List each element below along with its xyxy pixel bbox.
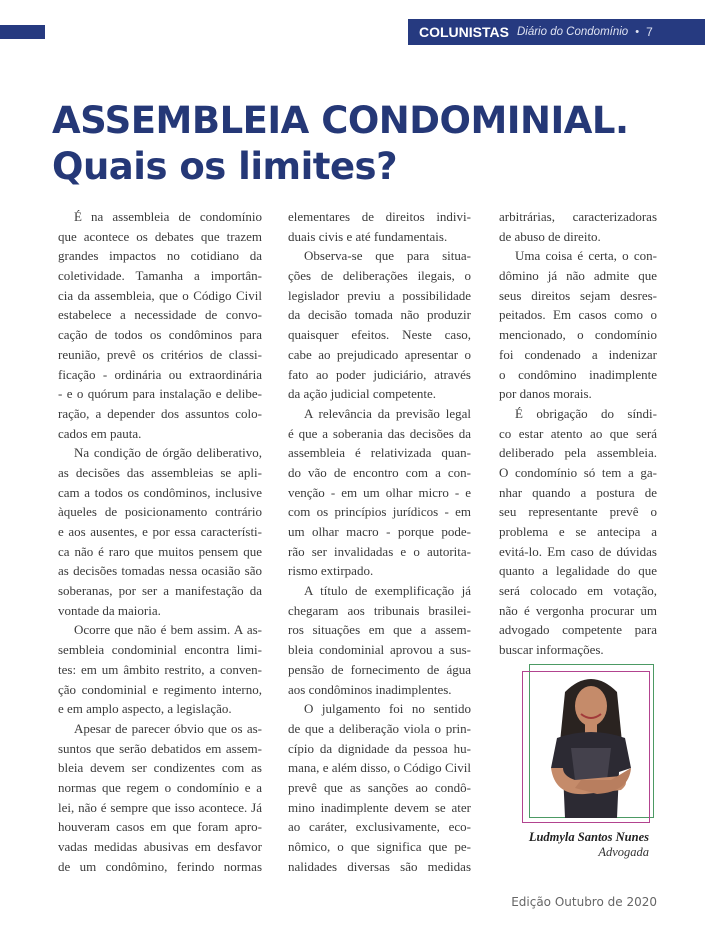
title-line-2: Quais os limites?	[52, 145, 398, 188]
text-line: buscar informações.	[499, 642, 604, 658]
article-column-1	[58, 207, 262, 876]
text-line: seu representante prevê o	[499, 504, 657, 520]
text-line: foi condenado a indenizar	[499, 346, 657, 362]
text-line: ção condominial e regimento interno,	[58, 681, 262, 697]
text-line: por danos morais.	[499, 386, 592, 402]
text-line: O condomínio só tem a ga-	[499, 464, 657, 480]
text-line: rismo extirpado.	[288, 563, 374, 579]
text-line: - e o quórum para instalação e delibe-	[58, 386, 262, 402]
text-line: cípio da dignidade da pessoa hu-	[288, 740, 471, 756]
text-line: mino inadimplente devem se ater	[288, 799, 471, 815]
author-photo	[535, 672, 647, 818]
paragraph	[288, 699, 471, 876]
separator: •	[635, 26, 640, 38]
text-line: A título de exemplificação já	[304, 583, 471, 599]
text-line: as decisões tomadas nessa ocasião são	[58, 563, 262, 579]
text-line: evitá-lo. Em caso de dúvidas	[499, 543, 657, 559]
text-line: quaisquer efeitos. Neste caso,	[288, 327, 471, 343]
text-line: A relevância da previsão legal	[304, 405, 471, 421]
text-line: Observa-se que para situa-	[304, 248, 471, 264]
article-title	[52, 98, 629, 190]
text-line: rão ser invalidadas e o autorita-	[288, 543, 471, 559]
text-line: ros situações em que a assem-	[288, 622, 471, 638]
text-line: legislador previu a possibilidade	[288, 287, 471, 303]
text-line: bleia condominial aprovou a sus-	[288, 642, 471, 658]
text-line: nalidades diversas são medidas	[288, 858, 471, 874]
text-line: estabelece a necessidade de convo-	[58, 307, 262, 323]
text-line: peitados. Em casos como o	[499, 307, 657, 323]
text-line: sembleia condominial encontra limi-	[58, 642, 262, 658]
publication-name: Diário do Condomínio	[516, 26, 629, 38]
text-line: lei, não é sempre que isso acontece. Já	[58, 799, 262, 815]
title-line-1: ASSEMBLEIA CONDOMINIAL.	[52, 99, 629, 142]
text-line: houveram casos em que foram apro-	[58, 819, 262, 835]
text-line: cados em pauta.	[58, 425, 142, 441]
paragraph	[58, 620, 262, 718]
text-line: de um condômino, ferindo normas	[58, 858, 262, 874]
text-line: é que a soberania das decisões da	[288, 425, 471, 441]
text-line: suntos que serão debatidos em assem-	[58, 740, 262, 756]
text-line: É na assembleia de condomínio	[74, 209, 262, 224]
text-line: advogado competente para	[499, 622, 657, 638]
section-header	[408, 19, 705, 45]
text-line: reunião, prevê os critérios de classi-	[58, 346, 262, 362]
paragraph	[499, 246, 657, 404]
text-line: da decisão tomada não produzir	[288, 307, 471, 323]
text-line: chegaram aos tribunais brasilei-	[288, 602, 471, 618]
paragraph	[499, 207, 657, 246]
text-line: co estar atento ao que será	[499, 425, 657, 441]
paragraph	[58, 719, 262, 877]
text-line: cam a todos os condôminos, inclusive	[58, 484, 262, 500]
paragraph	[288, 404, 471, 581]
text-line: problema e se antecipa a	[499, 524, 657, 539]
author-name: Ludmyla Santos Nunes	[528, 830, 649, 844]
text-line: e em amplo aspecto, a legislação.	[58, 701, 232, 717]
text-line: assembleia é relativizada quan-	[288, 445, 471, 461]
paragraph	[288, 207, 471, 246]
text-line: nômico, o que significa que pe-	[288, 839, 471, 854]
section-name: COLUNISTAS	[419, 24, 509, 40]
page-number: 7	[646, 25, 653, 39]
text-line: vadas medidas abusivas em desfavor	[58, 839, 262, 854]
text-line: grandes impactos no cotidiano da	[58, 248, 262, 264]
article-column-2	[288, 207, 471, 876]
text-line: soberanas, por ser a manifestação da	[58, 583, 262, 599]
text-line: não é vergonha procurar um	[499, 602, 657, 618]
text-line: ficação - ordinária ou extraordinária	[58, 366, 262, 382]
text-line: ao caráter, exclusivamente, eco-	[288, 819, 471, 835]
text-line: É obrigação do síndi-	[515, 405, 657, 421]
text-line: ca não é raro que muitos pensem que	[58, 543, 262, 559]
text-line: prevê que as sanções ao condô-	[288, 779, 471, 795]
text-line: Apesar de parecer óbvio que os as-	[74, 720, 262, 736]
text-line: mana, e além disso, o Código Civil	[288, 760, 471, 776]
text-line: e aos ausentes, e por essa característi-	[58, 524, 262, 539]
text-line: cabe ao prejudicado apresentar o	[288, 346, 471, 362]
text-line: as decisões das assembleias se apli-	[58, 464, 262, 480]
author-role: Advogada	[598, 845, 649, 859]
text-line: àqueles de posicionamento contrário	[58, 504, 262, 520]
text-line: O julgamento foi no sentido	[304, 701, 471, 717]
text-line: de que a deliberação viola o prin-	[288, 720, 471, 736]
text-line: nhar quando a postura de	[499, 484, 657, 500]
text-line: o condômino inadimplente	[499, 366, 657, 382]
text-line: ções de deliberações ilegais, o	[288, 268, 471, 284]
text-line: venção - em um olhar micro - e	[288, 484, 471, 500]
text-line: bleia devem ser condizentes com as	[58, 760, 262, 776]
text-line: arbitrárias, caracterizadoras	[499, 209, 657, 224]
text-line: Uma coisa é certa, o con-	[515, 248, 657, 264]
text-line: elementares de direitos indivi-	[288, 209, 471, 224]
text-line: da ação judicial competente.	[288, 386, 436, 402]
text-line: vontade da maioria.	[58, 602, 161, 618]
text-line: cia da assembleia, que o Código Civil	[58, 287, 262, 303]
text-line: dômino já não admite que	[499, 268, 657, 284]
text-line: tes: em um âmbito restrito, a conven-	[58, 661, 262, 677]
text-line: Na condição de órgão deliberativo,	[74, 445, 262, 461]
text-line: deliberado pela assembleia.	[499, 445, 657, 461]
text-line: aos condôminos inadimplentes.	[288, 681, 452, 697]
text-line: coletividade. Tamanha a importân-	[58, 268, 262, 284]
article-column-3	[499, 207, 657, 660]
text-line: do vão de encontro com a con-	[288, 464, 471, 480]
paragraph	[58, 443, 262, 620]
text-line: Ocorre que não é bem assim. A as-	[74, 622, 262, 638]
text-line: fato ao poder judiciário, através	[288, 366, 471, 382]
text-line: cação de todos os condôminos para	[58, 327, 262, 343]
text-line: duais civis e até fundamentais.	[288, 228, 448, 244]
text-line: quanto a legalidade do que	[499, 563, 657, 579]
text-line: ração, a depender dos assuntos colo-	[58, 405, 262, 421]
text-line: será colocado em votação,	[499, 583, 657, 599]
text-line: pensão de fornecimento de água	[288, 661, 471, 677]
paragraph	[499, 404, 657, 660]
text-line: que acontece os debates que trazem	[58, 228, 262, 244]
text-line: seus direitos sejam desres-	[499, 287, 657, 303]
text-line: um olhar macro - porque pode-	[288, 524, 471, 539]
edition-footer: Edição Outubro de 2020	[511, 895, 657, 909]
paragraph	[288, 246, 471, 404]
text-line: mencionado, o condomínio	[499, 327, 657, 343]
paragraph	[58, 207, 262, 443]
text-line: com os princípios jurídicos - em	[288, 504, 471, 520]
paragraph	[288, 581, 471, 699]
text-line: normas que regem o condomínio e a	[58, 779, 262, 795]
header-accent-bar	[0, 25, 45, 39]
text-line: de abuso de direito.	[499, 228, 601, 244]
